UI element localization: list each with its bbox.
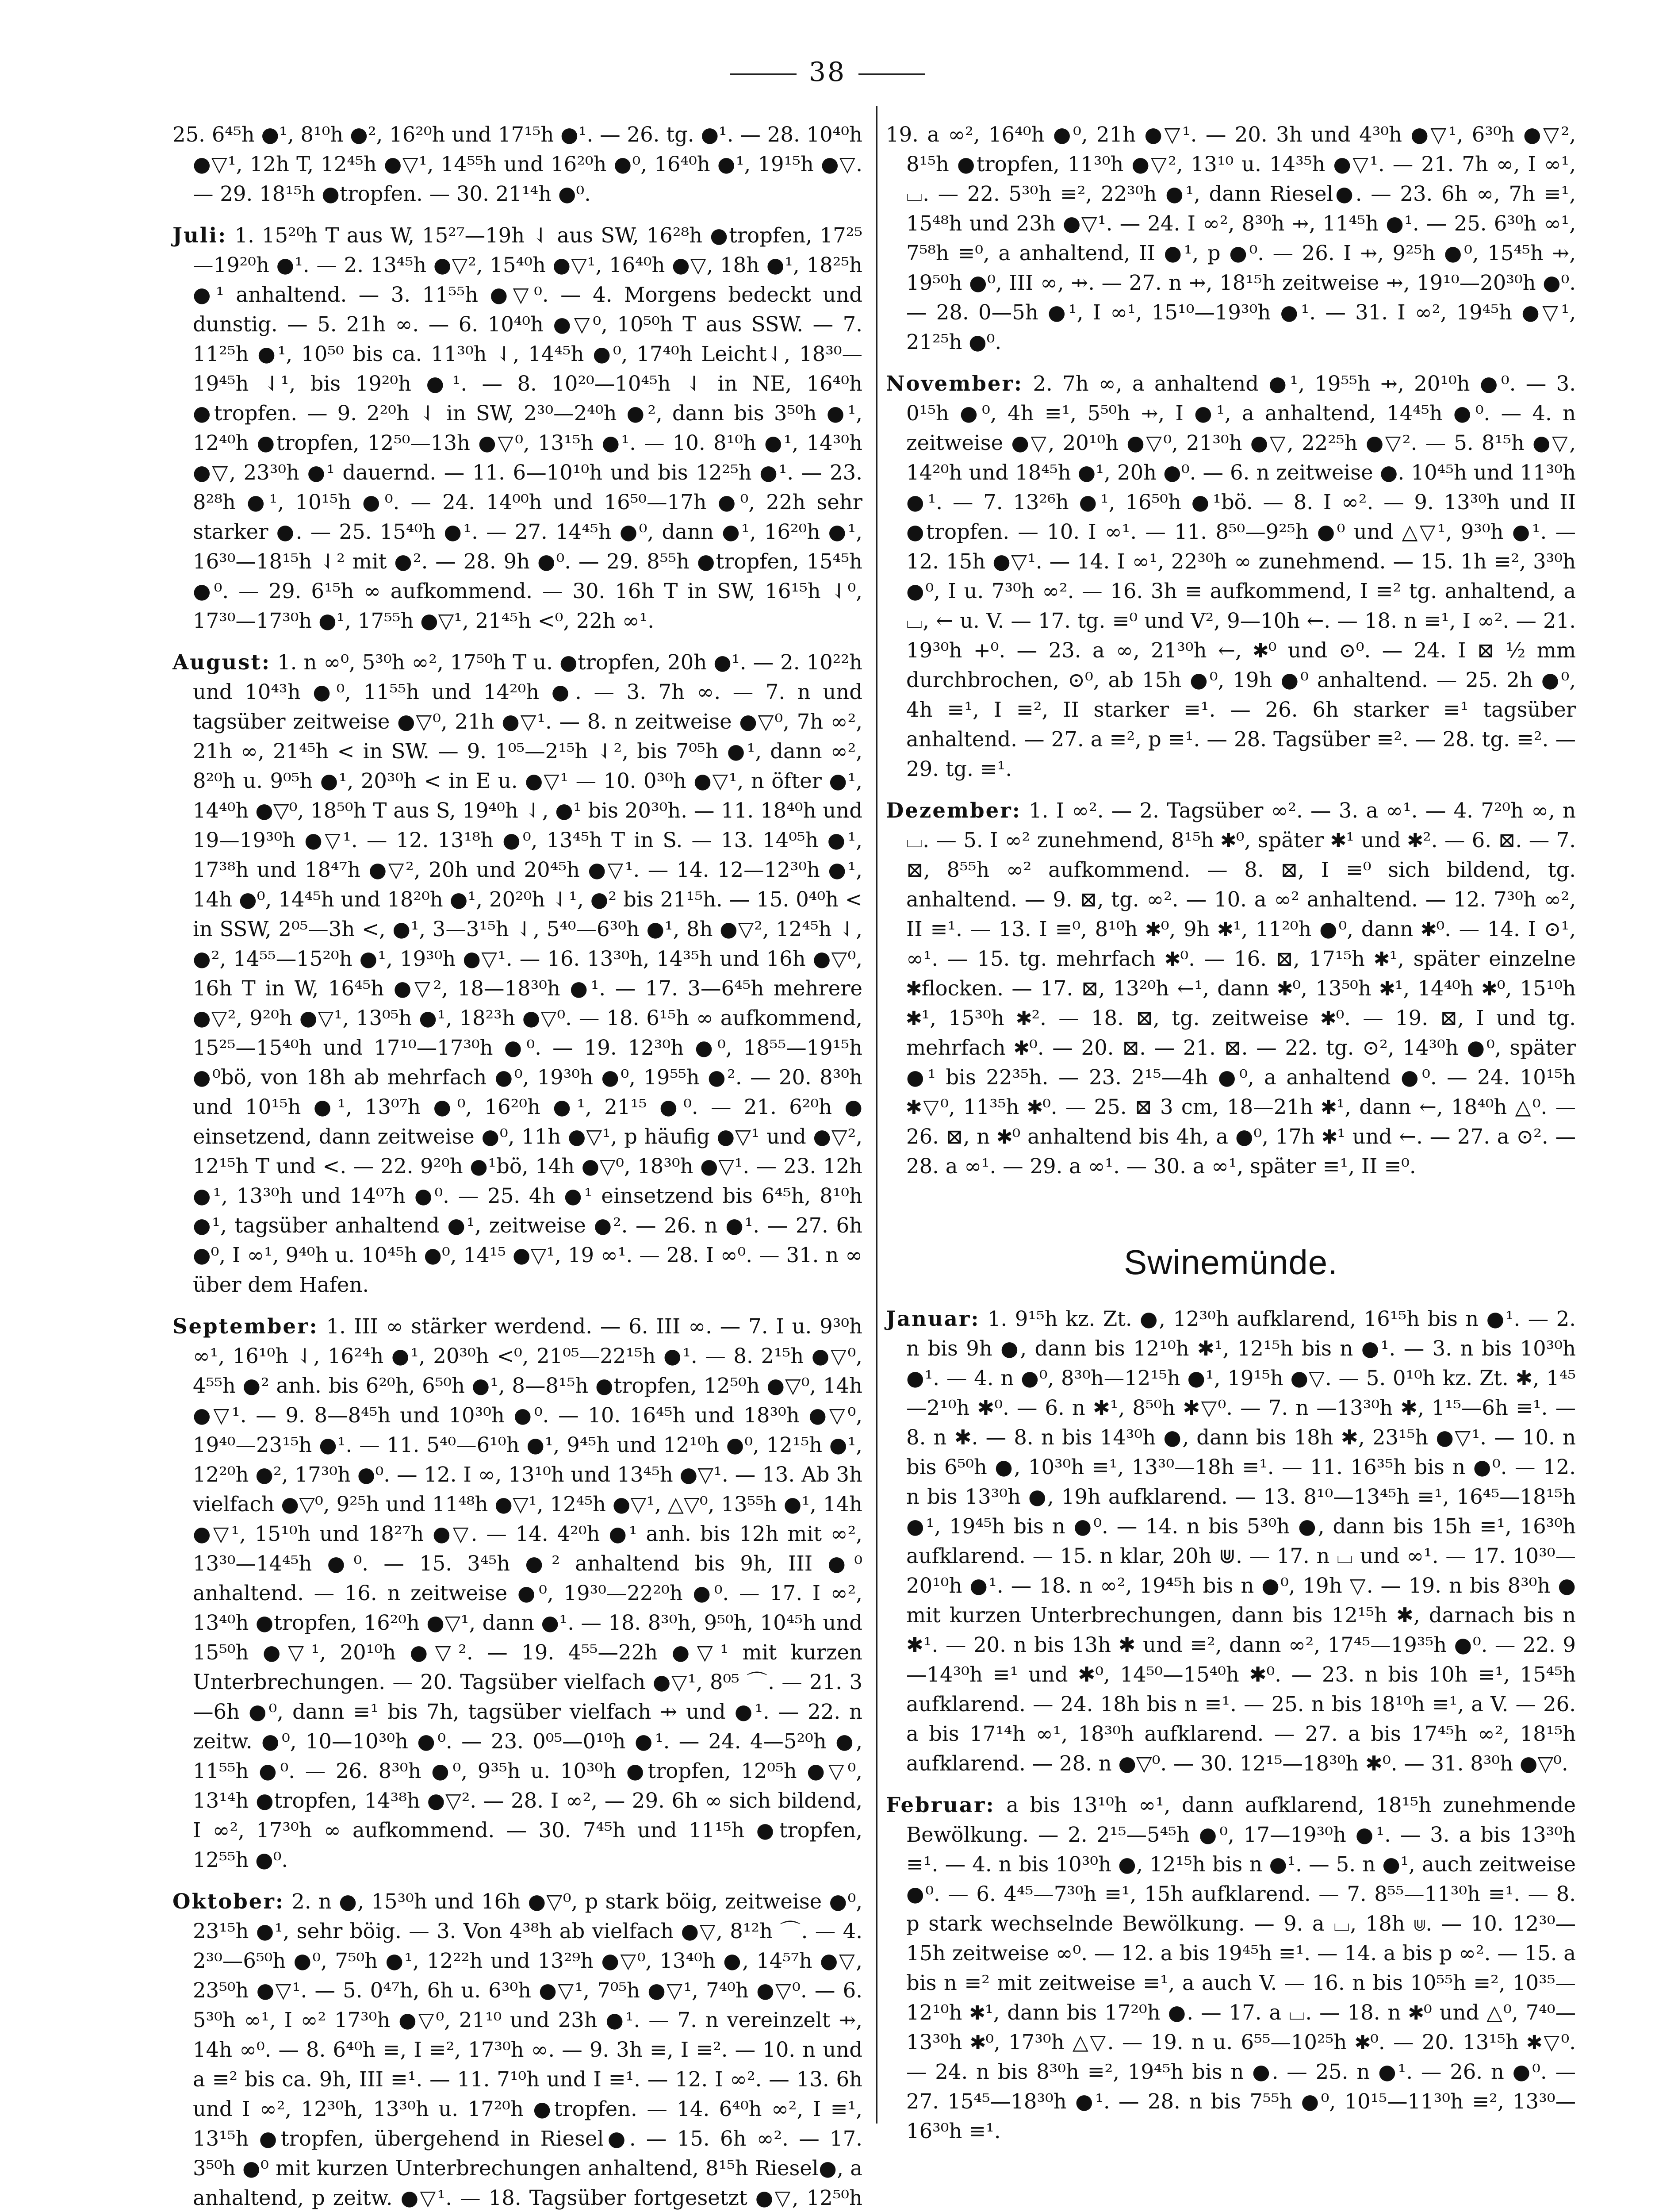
month-text: 19. a ∞², 16⁴⁰h ●⁰, 21h ●▽¹. — 20. 3h und 4³⁰h ●▽¹, 6³⁰h ●▽², 8¹⁵h ●tropfen, 11³⁰h ●▽², 13¹⁰ u. 14³⁵h ●▽¹. — 21. 7h ∞, I ∞¹, ⌴. — 22. 5³⁰h ≡², 22³⁰h ●¹, dann Riesel●. — 23. 6h ∞, 7h ≡¹, 15⁴⁸h und 23h ●▽¹. — 24. I ∞², 8³⁰h ⇸, 11⁴⁵h ●¹. — 25. 6³⁰h ∞¹, 7⁵⁸h ≡⁰, a anhaltend, II ●¹, p ●⁰. — 26. I ⇸, 9²⁵h ●⁰, 15⁴⁵h ⇸, 19⁵⁰h ●⁰, III ∞, ⇸. — 27. n ⇸, 18¹⁵h zeitweise ⇸, 19¹⁰—20³⁰h ●⁰. — 28. 0—5h ●¹, I ∞¹, 15¹⁰—19³⁰h ●¹. — 31. I ∞², 19⁴⁵h ●▽¹, 21²⁵h ●⁰. bbox=[886, 123, 1576, 354]
left-column bbox=[172, 119, 862, 2212]
month-label: Juli: bbox=[172, 223, 227, 247]
station-title: Swinemünde. bbox=[1124, 1243, 1338, 1282]
page-number-header bbox=[0, 57, 1655, 88]
header-rule-left bbox=[730, 73, 797, 75]
month-label: Dezember: bbox=[886, 798, 1021, 822]
month-entry-dezember bbox=[886, 795, 1576, 1181]
column-divider bbox=[876, 106, 877, 2124]
header-rule-right bbox=[858, 73, 925, 75]
month-text: 1. I ∞². — 2. Tagsüber ∞². — 3. a ∞¹. — 4. 7²⁰h ∞, n ⌴. — 5. I ∞² zunehmend, 8¹⁵h ✱⁰, später ✱¹ und ✱². — 6. ⊠. — 7. ⊠, 8⁵⁵h ∞² aufkommend. — 8. ⊠, I ≡⁰ sich bildend, tg. anhaltend. — 9. ⊠, tg. ∞². — 10. a ∞² anhaltend. — 12. 7³⁰h ∞², II ≡¹. — 13. I ≡⁰, 8¹⁰h ✱⁰, 9h ✱¹, 11²⁰h ●⁰, dann ✱⁰. — 14. I ⊙¹, ∞¹. — 15. tg. mehrfach ✱⁰. — 16. ⊠, 17¹⁵h ✱¹, später einzelne ✱flocken. — 17. ⊠, 13²⁰h ←¹, dann ✱⁰, 13⁵⁰h ✱¹, 14⁴⁰h ✱⁰, 15¹⁰h ✱¹, 15³⁰h ✱². — 18. ⊠, tg. zeitweise ✱⁰. — 19. ⊠, I und tg. mehrfach ✱⁰. — 20. ⊠. — 21. ⊠. — 22. tg. ⊙², 14³⁰h ●⁰, später ●¹ bis 22³⁵h. — 23. 2¹⁵—4h ●⁰, a anhaltend ●⁰. — 24. 10¹⁵h ✱▽⁰, 11³⁵h ✱⁰. — 25. ⊠ 3 cm, 18—21h ✱¹, dann ←, 18⁴⁰h △⁰. — 26. ⊠, n ✱⁰ anhaltend bis 4h, a ●⁰, 17h ✱¹ und ←. — 27. a ⊙². — 28. a ∞¹. — 29. a ∞¹. — 30. a ∞¹, später ≡¹, II ≡⁰. bbox=[906, 799, 1576, 1178]
month-entry: 25. 6⁴⁵h ●¹, 8¹⁰h ●², 16²⁰h und 17¹⁵h ●¹. — 26. tg. ●¹. — 28. 10⁴⁰h ●▽¹, 12h T, 12⁴⁵h ●▽¹, 14⁵⁵h und 16²⁰h ●⁰, 16⁴⁰h ●¹, 19¹⁵h ●▽. — 29. 18¹⁵h ●tropfen. — 30. 21¹⁴h ●⁰. bbox=[172, 123, 862, 206]
month-entry-oktober-cont bbox=[886, 119, 1576, 357]
month-entry-juli bbox=[172, 220, 862, 636]
month-entry-september bbox=[172, 1311, 862, 1875]
month-label: Januar: bbox=[886, 1306, 980, 1331]
month-entry-august bbox=[172, 647, 862, 1300]
month-text: 1. III ∞ stärker werdend. — 6. III ∞. — 7. I u. 9³⁰h ∞¹, 16¹⁰h ⇃, 16²⁴h ●¹, 20³⁰h <⁰, 21⁰⁵—22¹⁵h ●¹. — 8. 2¹⁵h ●▽⁰, 4⁵⁵h ●² anh. bis 6²⁰h, 6⁵⁰h ●¹, 8—8¹⁵h ●tropfen, 12⁵⁰h ●▽⁰, 14h ●▽¹. — 9. 8—8⁴⁵h und 10³⁰h ●⁰. — 10. 16⁴⁵h und 18³⁰h ●▽⁰, 19⁴⁰—23¹⁵h ●¹. — 11. 5⁴⁰—6¹⁰h ●¹, 9⁴⁵h und 12¹⁰h ●⁰, 12¹⁵h ●¹, 12²⁰h ●², 17³⁰h ●⁰. — 12. I ∞, 13¹⁰h und 13⁴⁵h ●▽¹. — 13. Ab 3h vielfach ●▽⁰, 9²⁵h und 11⁴⁸h ●▽¹, 12⁴⁵h ●▽¹, △▽⁰, 13⁵⁵h ●¹, 14h ●▽¹, 15¹⁰h und 18²⁷h ●▽. — 14. 4²⁰h ●¹ anh. bis 12h mit ∞², 13³⁰—14⁴⁵h ●⁰. — 15. 3⁴⁵h ●² anhaltend bis 9h, III ●⁰ anhaltend. — 16. n zeitweise ●⁰, 19³⁰—22²⁰h ●⁰. — 17. I ∞², 13⁴⁰h ●tropfen, 16²⁰h ●▽¹, dann ●¹. — 18. 8³⁰h, 9⁵⁰h, 10⁴⁵h und 15⁵⁰h ●▽¹, 20¹⁰h ●▽². — 19. 4⁵⁵—22h ●▽¹ mit kurzen Unterbrechungen. — 20. Tagsüber vielfach ●▽¹, 8⁰⁵ ⌒. — 21. 3—6h ●⁰, dann ≡¹ bis 7h, tagsüber vielfach ⇸ und ●¹. — 22. n zeitw. ●⁰, 10—10³⁰h ●⁰. — 23. 0⁰⁵—0¹⁰h ●¹. — 24. 4—5²⁰h ●, 11⁵⁵h ●⁰. — 26. 8³⁰h ●⁰, 9³⁵h u. 10³⁰h ●tropfen, 12⁰⁵h ●▽⁰, 13¹⁴h ●tropfen, 14³⁸h ●▽². — 28. I ∞², — 29. 6h ∞ sich bildend, I ∞², 17³⁰h ∞ aufkommend. — 30. 7⁴⁵h und 11¹⁵h ●tropfen, 12⁵⁵h ●⁰. bbox=[193, 1314, 863, 1872]
month-label: August: bbox=[172, 650, 271, 674]
month-entry-november bbox=[886, 369, 1576, 784]
month-label: September: bbox=[172, 1314, 318, 1338]
month-label: Februar: bbox=[886, 1793, 995, 1817]
month-label: Oktober: bbox=[172, 1889, 284, 1913]
month-text: 2. n ●, 15³⁰h und 16h ●▽⁰, p stark böig, zeitweise ●⁰, 23¹⁵h ●¹, sehr böig. — 3. Von 4³⁸h ab vielfach ●▽, 8¹²h ⌒. — 4. 2³⁰—6⁵⁰h ●⁰, 7⁵⁰h ●¹, 12²²h und 13²⁹h ●▽⁰, 13⁴⁰h ●, 14⁵⁷h ●▽, 23⁵⁰h ●▽¹. — 5. 0⁴⁷h, 6h u. 6³⁰h ●▽¹, 7⁰⁵h ●▽¹, 7⁴⁰h ●▽⁰. — 6. 5³⁰h ∞¹, I ∞² 17³⁰h ●▽⁰, 21¹⁰ und 23h ●¹. — 7. n vereinzelt ⇸, 14h ∞⁰. — 8. 6⁴⁰h ≡, I ≡², 17³⁰h ∞. — 9. 3h ≡, I ≡². — 10. n und a ≡² bis ca. 9h, III ≡¹. — 11. 7¹⁰h und I ≡¹. — 12. I ∞². — 13. 6h und I ∞², 12³⁰h, 13³⁰h u. 17²⁰h ●tropfen. — 14. 6⁴⁰h ∞², I ≡¹, 13¹⁵h ●tropfen, übergehend in Riesel●. — 15. 6h ∞². — 17. 3⁵⁰h ●⁰ mit kurzen Unterbrechungen anhaltend, 8¹⁵h Riesel●, a anhaltend, p zeitw. ●▽¹. — 18. Tagsüber fortgesetzt ●▽, 12⁵⁰h bbox=[193, 1889, 863, 2210]
month-text: 2. 7h ∞, a anhaltend ●¹, 19⁵⁵h ⇸, 20¹⁰h ●⁰. — 3. 0¹⁵h ●⁰, 4h ≡¹, 5⁵⁰h ⇸, I ●¹, a anhaltend, 14⁴⁵h ●⁰. — 4. n zeitweise ●▽, 20¹⁰h ●▽⁰, 21³⁰h ●▽, 22²⁵h ●▽². — 5. 8¹⁵h ●▽, 14²⁰h und 18⁴⁵h ●¹, 20h ●⁰. — 6. n zeitweise ●. 10⁴⁵h und 11³⁰h ●¹. — 7. 13²⁶h ●¹, 16⁵⁰h ●¹bö. — 8. I ∞². — 9. 13³⁰h und II ●tropfen. — 10. I ∞¹. — 11. 8⁵⁰—9²⁵h ●⁰ und △▽¹, 9³⁰h ●¹. — 12. 15h ●▽¹. — 14. I ∞¹, 22³⁰h ∞ zunehmend. — 15. 1h ≡², 3³⁰h ●⁰, I u. 7³⁰h ∞². — 16. 3h ≡ aufkommend, I ≡² tg. anhaltend, a ⌴, ← u. V. — 17. tg. ≡⁰ und V², 9—10h ←. — 18. n ≡¹, I ∞². — 21. 19³⁰h +⁰. — 23. a ∞, 21³⁰h ←, ✱⁰ und ⊙⁰. — 24. I ⊠ ½ mm durchbrochen, ⊙⁰, ab 15h ●⁰, 19h ●⁰ anhaltend. — 25. 2h ●⁰, 4h ≡¹, I ≡², II starker ≡¹. — 26. 6h starker ≡¹ tagsüber anhaltend. — 27. a ≡², p ≡¹. — 28. Tagsüber ≡². — 28. tg. ≡². — 29. tg. ≡¹. bbox=[906, 372, 1576, 781]
month-entry-februar bbox=[886, 1790, 1576, 2146]
month-label: November: bbox=[886, 371, 1023, 396]
month-text: 1. n ∞⁰, 5³⁰h ∞², 17⁵⁰h T u. ●tropfen, 20h ●¹. — 2. 10²²h und 10⁴³h ●⁰, 11⁵⁵h und 14²⁰h ●. — 3. 7h ∞. — 7. n und tagsüber zeitweise ●▽⁰, 21h ●▽¹. — 8. n zeitweise ●▽⁰, 7h ∞², 21h ∞, 21⁴⁵h < in SW. — 9. 1⁰⁵—2¹⁵h ⇃², bis 7⁰⁵h ●¹, dann ∞², 8²⁰h u. 9⁰⁵h ●¹, 20³⁰h < in E u. ●▽¹ — 10. 0³⁰h ●▽¹, n öfter ●¹, 14⁴⁰h ●▽⁰, 18⁵⁰h T aus S, 19⁴⁰h ⇃, ●¹ bis 20³⁰h. — 11. 18⁴⁰h und 19—19³⁰h ●▽¹. — 12. 13¹⁸h ●⁰, 13⁴⁵h T in S. — 13. 14⁰⁵h ●¹, 17³⁸h und 18⁴⁷h ●▽², 20h und 20⁴⁵h ●▽¹. — 14. 12—12³⁰h ●¹, 14h ●⁰, 14⁴⁵h und 18²⁰h ●¹, 20²⁰h ⇃¹, ●² bis 21¹⁵h. — 15. 0⁴⁰h < in SSW, 2⁰⁵—3h <, ●¹, 3—3¹⁵h ⇃, 5⁴⁰—6³⁰h ●¹, 8h ●▽², 12⁴⁵h ⇃, ●², 14⁵⁵—15²⁰h ●¹, 19³⁰h ●▽¹. — 16. 13³⁰h, 14³⁵h und 16h ●▽⁰, 16h T in W, 16⁴⁵h ●▽², 18—18³⁰h ●¹. — 17. 3—6⁴⁵h mehrere ●▽², 9²⁰h ●▽¹, 13⁰⁵h ●¹, 18²³h ●▽⁰. — 18. 6¹⁵h ∞ aufkommend, 15²⁵—15⁴⁰h und 17¹⁰—17³⁰h ●⁰. — 19. 12³⁰h ●⁰, 18⁵⁵—19¹⁵h ●⁰bö, von 18h ab mehrfach ●⁰, 19³⁰h ●⁰, 19⁵⁵h ●². — 20. 8³⁰h und 10¹⁵h ●¹, 13⁰⁷h ●⁰, 16²⁰h ●¹, 21¹⁵ ●⁰. — 21. 6²⁰h ● einsetzend, dann zeitweise ●⁰, 11h ●▽¹, p häufig ●▽¹ und ●▽², 12¹⁵h T und <. — 22. 9²⁰h ●¹bö, 14h ●▽⁰, 18³⁰h ●▽¹. — 23. 12h ●¹, 13³⁰h und 14⁰⁷h ●⁰. — 25. 4h ●¹ einsetzend bis 6⁴⁵h, 8¹⁰h ●¹, tagsüber anhaltend ●¹, zeitweise ●². — 26. n ●¹. — 27. 6h ●⁰, I ∞¹, 9⁴⁰h u. 10⁴⁵h ●⁰, 14¹⁵ ●▽¹, 19 ∞¹. — 28. I ∞⁰. — 31. n ∞ über dem Hafen. bbox=[193, 650, 863, 1297]
month-entry-oktober bbox=[172, 1886, 862, 2212]
month-text: a bis 13¹⁰h ∞¹, dann aufklarend, 18¹⁵h zunehmende Bewölkung. — 2. 2¹⁵—5⁴⁵h ●⁰, 17—19³⁰h ●¹. — 3. a bis 13³⁰h ≡¹. — 4. n bis 10³⁰h ●, 12¹⁵h bis n ●¹. — 5. n ●¹, auch zeitweise ●⁰. — 6. 4⁴⁵—7³⁰h ≡¹, 15h aufklarend. — 7. 8⁵⁵—11³⁰h ≡¹. — 8. p stark wechselnde Bewölkung. — 9. a ⌴, 18h ⋓. — 10. 12³⁰—15h zeitweise ∞⁰. — 12. a bis 19⁴⁵h ≡¹. — 14. a bis p ∞². — 15. a bis n ≡² mit zeitweise ≡¹, a auch V. — 16. n bis 10⁵⁵h ≡², 10³⁵—12¹⁰h ✱¹, dann bis 17²⁰h ●. — 17. a ⌴. — 18. n ✱⁰ und △⁰, 7⁴⁰—13³⁰h ✱⁰, 17³⁰h △▽. — 19. n u. 6⁵⁵—10²⁵h ✱⁰. — 20. 13¹⁵h ✱▽⁰. — 24. n bis 8³⁰h ≡², 19⁴⁵h bis n ●. — 25. n ●¹. — 26. n ●⁰. — 27. 15⁴⁵—18³⁰h ●¹. — 28. n bis 7⁵⁵h ●⁰, 10¹⁵—11³⁰h ≡², 13³⁰—16³⁰h ≡¹. bbox=[906, 1793, 1576, 2143]
right-column bbox=[886, 119, 1576, 2158]
month-text: 1. 9¹⁵h kz. Zt. ●, 12³⁰h aufklarend, 16¹⁵h bis n ●¹. — 2. n bis 9h ●, dann bis 12¹⁰h ✱¹, 12¹⁵h bis n ●¹. — 3. n bis 10³⁰h ●¹. — 4. n ●⁰, 8³⁰h—12¹⁵h ●¹, 19¹⁵h ●▽. — 5. 0¹⁰h kz. Zt. ✱, 1⁴⁵—2¹⁰h ✱⁰. — 6. n ✱¹, 8⁵⁰h ✱▽⁰. — 7. n —13³⁰h ✱, 1¹⁵—6h ≡¹. — 8. n ✱. — 8. n bis 14³⁰h ●, dann bis 18h ✱, 23¹⁵h ●▽¹. — 10. n bis 6⁵⁰h ●, 10³⁰h ≡¹, 13³⁰—18h ≡¹. — 11. 16³⁵h bis n ●⁰. — 12. n bis 13³⁰h ●, 19h aufklarend. — 13. 8¹⁰—13⁴⁵h ≡¹, 16⁴⁵—18¹⁵h ●¹, 19⁴⁵h bis n ●⁰. — 14. n bis 5³⁰h ●, dann bis 15h ≡¹, 16³⁰h aufklarend. — 15. n klar, 20h ⋓. — 17. n ⌴ und ∞¹. — 17. 10³⁰—20¹⁰h ●¹. — 18. n ∞², 19⁴⁵h bis n ●⁰, 19h ▽. — 19. n bis 8³⁰h ● mit kurzen Unterbrechungen, dann bis 12¹⁵h ✱, darnach bis n ✱¹. — 20. n bis 13h ✱ und ≡², dann ∞², 17⁴⁵—19³⁵h ●⁰. — 22. 9—14³⁰h ≡¹ und ✱⁰, 14⁵⁰—15⁴⁰h ✱⁰. — 23. n bis 10h ≡¹, 15⁴⁵h aufklarend. — 24. 18h bis n ≡¹. — 25. n bis 18¹⁰h ≡¹, a V. — 26. a bis 17¹⁴h ∞¹, 18³⁰h aufklarend. — 27. a bis 17⁴⁵h ∞², 18¹⁵h aufklarend. — 28. n ●▽⁰. — 30. 12¹⁵—18³⁰h ✱⁰. — 31. 8³⁰h ●▽⁰. bbox=[906, 1307, 1576, 1775]
month-text: 1. 15²⁰h T aus W, 15²⁷—19h ⇃ aus SW, 16²⁸h ●tropfen, 17²⁵—19²⁰h ●¹. — 2. 13⁴⁵h ●▽², 15⁴⁰h ●▽¹, 16⁴⁰h ●▽, 18h ●¹, 18²⁵h ●¹ anhaltend. — 3. 11⁵⁵h ●▽⁰. — 4. Morgens bedeckt und dunstig. — 5. 21h ∞. — 6. 10⁴⁰h ●▽⁰, 10⁵⁰h T aus SSW. — 7. 11²⁵h ●¹, 10⁵⁰ bis ca. 11³⁰h ⇃, 14⁴⁵h ●⁰, 17⁴⁰h Leicht⇃, 18³⁰—19⁴⁵h ⇃¹, bis 19²⁰h ●¹. — 8. 10²⁰—10⁴⁵h ⇃ in NE, 16⁴⁰h ●tropfen. — 9. 2²⁰h ⇃ in SW, 2³⁰—2⁴⁰h ●², dann bis 3⁵⁰h ●¹, 12⁴⁰h ●tropfen, 12⁵⁰—13h ●▽⁰, 13¹⁵h ●¹. — 10. 8¹⁰h ●¹, 14³⁰h ●▽, 23³⁰h ●¹ dauernd. — 11. 6—10¹⁰h und bis 12²⁵h ●¹. — 23. 8²⁸h ●¹, 10¹⁵h ●⁰. — 24. 14⁰⁰h und 16⁵⁰—17h ●⁰, 22h sehr starker ●. — 25. 15⁴⁰h ●¹. — 27. 14⁴⁵h ●⁰, dann ●¹, 16²⁰h ●¹, 16³⁰—18¹⁵h ⇃² mit ●². — 28. 9h ●⁰. — 29. 8⁵⁵h ●tropfen, 15⁴⁵h ●⁰. — 29. 6¹⁵h ∞ aufkommend. — 30. 16h T in SW, 16¹⁵h ⇃⁰, 17³⁰—17³⁰h ●¹, 17⁵⁵h ●▽¹, 21⁴⁵h <⁰, 22h ∞¹. bbox=[193, 223, 863, 633]
page-number: 38 bbox=[808, 57, 847, 88]
month-entry-januar bbox=[886, 1304, 1576, 1778]
